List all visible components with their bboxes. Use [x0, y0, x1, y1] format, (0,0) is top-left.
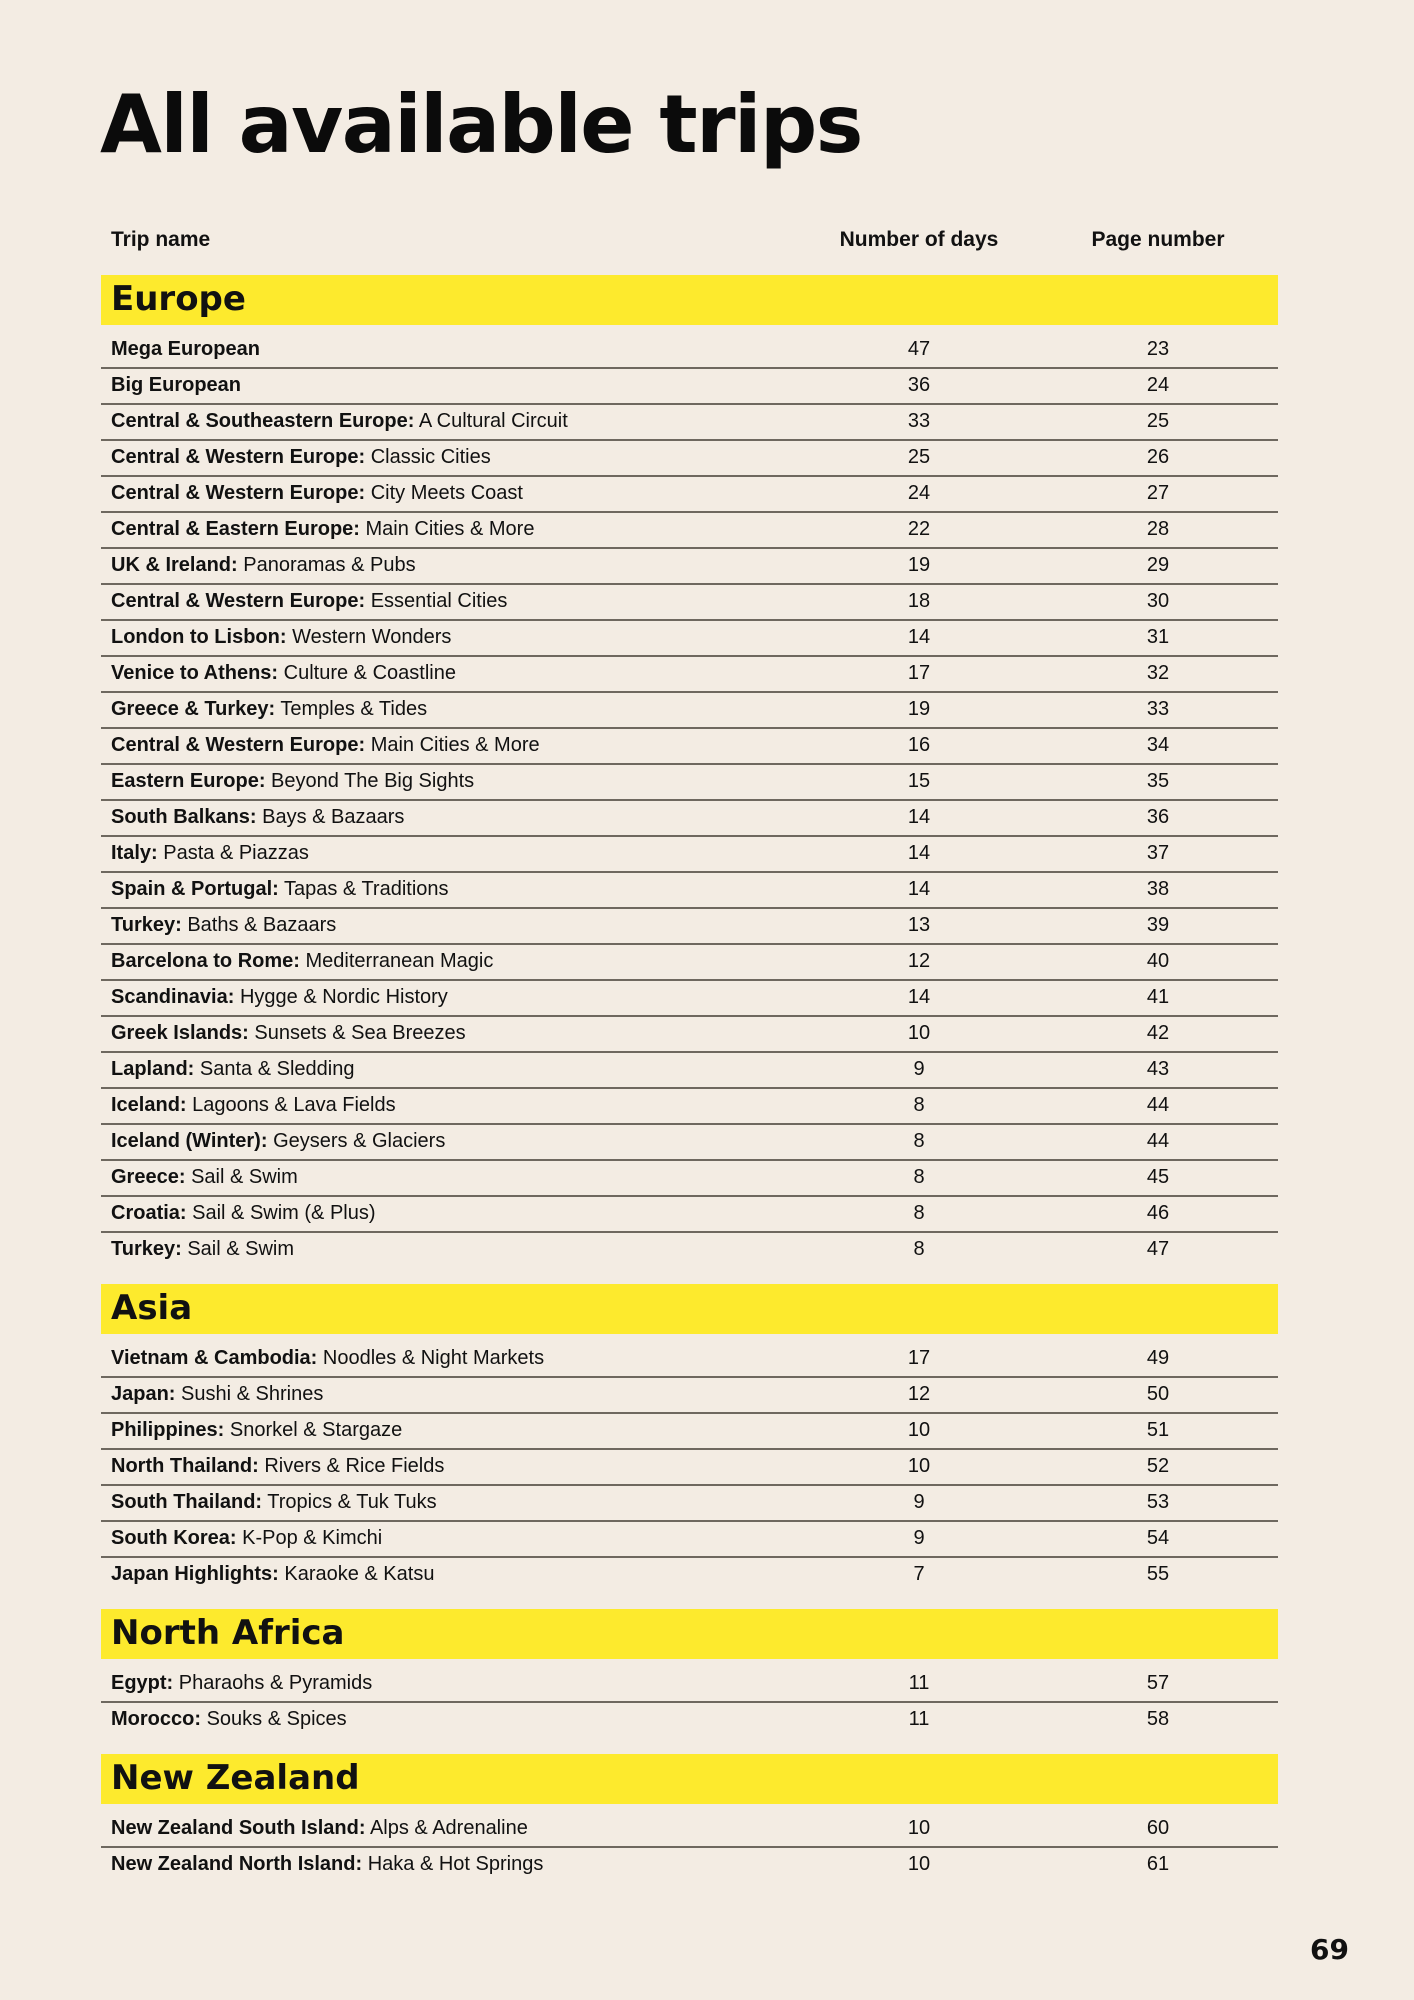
table-row: [101, 909, 1278, 945]
trip-region: Big European: [111, 374, 242, 396]
trip-subtitle: Geysers & Glaciers: [273, 1130, 446, 1152]
trip-days: 36: [907, 374, 931, 396]
trip-name: [111, 1166, 298, 1189]
trip-region: Spain & Portugal:: [111, 878, 279, 900]
trip-subtitle: Main Cities & More: [370, 734, 540, 756]
trip-subtitle: Tapas & Traditions: [284, 878, 449, 900]
trip-name: [111, 734, 540, 757]
trip-name: [111, 806, 404, 829]
table-row: [101, 729, 1278, 765]
table-row: [101, 1522, 1278, 1558]
trip-subtitle: Baths & Bazaars: [187, 914, 337, 936]
trip-days: 9: [913, 1058, 925, 1080]
table-row: [101, 585, 1278, 621]
trip-page: 49: [1146, 1347, 1170, 1369]
trip-name: [111, 410, 568, 433]
trip-subtitle: Western Wonders: [292, 626, 452, 648]
trip-days: 10: [907, 1817, 931, 1839]
trip-subtitle: Beyond The Big Sights: [271, 770, 475, 792]
trip-days: 8: [913, 1166, 925, 1188]
trip-region: Iceland:: [111, 1094, 187, 1116]
table-row: [101, 405, 1278, 441]
trip-name: [111, 1022, 466, 1045]
trip-page: 60: [1146, 1817, 1170, 1839]
trip-name: [111, 1419, 402, 1442]
trip-days: 10: [907, 1022, 931, 1044]
trips-table: [101, 222, 1278, 1884]
section-header-europe: [101, 275, 1278, 325]
trip-page: 58: [1146, 1708, 1170, 1730]
trip-region: Egypt:: [111, 1672, 174, 1694]
trip-page: 31: [1146, 626, 1170, 648]
trip-region: South Korea:: [111, 1527, 237, 1549]
trip-subtitle: Lagoons & Lava Fields: [192, 1094, 396, 1116]
table-row: [101, 1233, 1278, 1269]
trip-page: 30: [1146, 590, 1170, 612]
trip-days: 9: [913, 1491, 925, 1513]
table-row: [101, 1197, 1278, 1233]
sections-container: [101, 275, 1278, 1884]
table-row: [101, 441, 1278, 477]
trip-name: [111, 878, 449, 901]
table-row: [101, 1812, 1278, 1848]
trip-region: Central & Eastern Europe:: [111, 518, 360, 540]
trip-name: [111, 986, 448, 1009]
trip-name: [111, 554, 416, 577]
trip-subtitle: Panoramas & Pubs: [243, 554, 416, 576]
trip-name: [111, 662, 456, 685]
trip-page: 26: [1146, 446, 1170, 468]
trip-name: [111, 914, 336, 937]
trip-page: 52: [1146, 1455, 1170, 1477]
trip-page: 44: [1146, 1130, 1170, 1152]
trip-name: [111, 1202, 376, 1225]
trip-days: 22: [907, 518, 931, 540]
trip-region: Philippines:: [111, 1419, 225, 1441]
trip-days: 14: [907, 842, 931, 864]
trip-region: South Thailand:: [111, 1491, 263, 1513]
trip-subtitle: Main Cities & More: [365, 518, 535, 540]
trip-region: New Zealand North Island:: [111, 1853, 363, 1875]
trip-days: 13: [907, 914, 931, 936]
section-header-north-africa: [101, 1609, 1278, 1659]
trip-days: 47: [907, 338, 931, 360]
trip-region: Barcelona to Rome:: [111, 950, 300, 972]
trip-page: 23: [1146, 338, 1170, 360]
trip-page: 41: [1146, 986, 1170, 1008]
trip-days: 10: [907, 1853, 931, 1875]
trip-days: 25: [907, 446, 931, 468]
table-row: [101, 369, 1278, 405]
trip-page: 47: [1146, 1238, 1170, 1260]
trip-page: 53: [1146, 1491, 1170, 1513]
table-row: [101, 657, 1278, 693]
trip-days: 8: [913, 1202, 925, 1224]
table-row: [101, 1017, 1278, 1053]
column-header-trip-name: Trip name: [111, 228, 211, 251]
trip-region: Central & Western Europe:: [111, 590, 366, 612]
trip-region: Japan:: [111, 1383, 176, 1405]
trip-name: [111, 1238, 294, 1261]
trip-region: South Balkans:: [111, 806, 257, 828]
trip-subtitle: Santa & Sledding: [199, 1058, 355, 1080]
trip-days: 16: [907, 734, 931, 756]
trip-page: 51: [1146, 1419, 1170, 1441]
trip-name: [111, 1563, 434, 1586]
table-row: [101, 1414, 1278, 1450]
trip-page: 29: [1146, 554, 1170, 576]
trip-region: Lapland:: [111, 1058, 195, 1080]
table-row: [101, 837, 1278, 873]
trip-subtitle: Sail & Swim: [191, 1166, 298, 1188]
trip-page: 25: [1146, 410, 1170, 432]
trip-subtitle: Karaoke & Katsu: [284, 1563, 435, 1585]
table-row: [101, 1342, 1278, 1378]
trip-name: [111, 626, 451, 649]
trip-days: 17: [907, 662, 931, 684]
trip-page: 37: [1146, 842, 1170, 864]
trip-region: Mega European: [111, 338, 260, 360]
trip-page: 34: [1146, 734, 1170, 756]
trip-page: 35: [1146, 770, 1170, 792]
trip-page: 24: [1146, 374, 1170, 396]
trip-subtitle: Haka & Hot Springs: [367, 1853, 544, 1875]
trip-page: 40: [1146, 950, 1170, 972]
trip-subtitle: Pharaohs & Pyramids: [178, 1672, 373, 1694]
trip-days: 12: [907, 1383, 931, 1405]
table-row: [101, 945, 1278, 981]
trip-subtitle: K-Pop & Kimchi: [242, 1527, 383, 1549]
trip-subtitle: Sail & Swim (& Plus): [192, 1202, 376, 1224]
trip-name: [111, 518, 534, 541]
table-row: [101, 981, 1278, 1017]
trip-name: [111, 1527, 382, 1550]
trip-region: Iceland (Winter):: [111, 1130, 268, 1152]
trip-subtitle: Pasta & Piazzas: [163, 842, 309, 864]
trip-page: 46: [1146, 1202, 1170, 1224]
trip-page: 43: [1146, 1058, 1170, 1080]
trip-name: [111, 770, 474, 793]
table-row: [101, 1450, 1278, 1486]
trip-name: [111, 338, 260, 361]
trip-region: Central & Southeastern Europe:: [111, 410, 415, 432]
trip-name: [111, 1672, 372, 1695]
trip-days: 8: [913, 1130, 925, 1152]
table-row: [101, 801, 1278, 837]
trip-days: 7: [913, 1563, 925, 1585]
trip-name: [111, 1058, 354, 1081]
table-row: [101, 549, 1278, 585]
trip-days: 12: [907, 950, 931, 972]
table-row: [101, 1053, 1278, 1089]
trip-region: London to Lisbon:: [111, 626, 287, 648]
trip-page: 27: [1146, 482, 1170, 504]
trip-subtitle: Noodles & Night Markets: [322, 1347, 545, 1369]
trip-name: [111, 1817, 528, 1840]
column-headers: [101, 222, 1278, 260]
trip-page: 39: [1146, 914, 1170, 936]
trip-region: Turkey:: [111, 1238, 182, 1260]
trip-region: Turkey:: [111, 914, 182, 936]
column-header-page: Page number: [1091, 228, 1225, 251]
trip-subtitle: A Cultural Circuit: [418, 410, 568, 432]
trip-region: Vietnam & Cambodia:: [111, 1347, 318, 1369]
trip-page: 57: [1146, 1672, 1170, 1694]
trip-region: Scandinavia:: [111, 986, 235, 1008]
trip-region: Central & Western Europe:: [111, 482, 366, 504]
table-row: [101, 621, 1278, 657]
trip-region: Central & Western Europe:: [111, 446, 366, 468]
trip-name: [111, 1383, 323, 1406]
trip-days: 14: [907, 878, 931, 900]
trip-region: Central & Western Europe:: [111, 734, 366, 756]
trip-region: Greek Islands:: [111, 1022, 249, 1044]
trip-subtitle: Sail & Swim: [187, 1238, 295, 1260]
trip-page: 42: [1146, 1022, 1170, 1044]
trip-days: 17: [907, 1347, 931, 1369]
trip-name: [111, 482, 523, 505]
trip-name: [111, 950, 493, 973]
trip-name: [111, 1708, 347, 1731]
trip-region: Morocco:: [111, 1708, 201, 1730]
trip-page: 55: [1146, 1563, 1170, 1585]
trip-subtitle: Classic Cities: [370, 446, 491, 468]
trip-name: [111, 1491, 437, 1514]
table-row: [101, 1667, 1278, 1703]
trip-subtitle: Bays & Bazaars: [262, 806, 405, 828]
trip-region: North Thailand:: [111, 1455, 259, 1477]
table-row: [101, 477, 1278, 513]
trip-page: 61: [1146, 1853, 1170, 1875]
trip-name: [111, 698, 427, 721]
trip-name: [111, 1094, 396, 1117]
section-header-new-zealand: [101, 1754, 1278, 1804]
table-row: [101, 873, 1278, 909]
section-title: New Zealand: [111, 1758, 360, 1798]
table-row: [101, 1161, 1278, 1197]
trip-page: 54: [1146, 1527, 1170, 1549]
trip-subtitle: Temples & Tides: [280, 698, 428, 720]
trip-region: New Zealand South Island:: [111, 1817, 366, 1839]
table-row: [101, 333, 1278, 369]
trip-subtitle: Sushi & Shrines: [181, 1383, 324, 1405]
table-row: [101, 1486, 1278, 1522]
trip-subtitle: Mediterranean Magic: [305, 950, 494, 972]
trip-days: 15: [907, 770, 931, 792]
trip-subtitle: Sunsets & Sea Breezes: [254, 1022, 466, 1044]
trip-region: Eastern Europe:: [111, 770, 266, 792]
trip-subtitle: Snorkel & Stargaze: [229, 1419, 403, 1441]
trip-subtitle: Hygge & Nordic History: [239, 986, 448, 1008]
trip-region: Japan Highlights:: [111, 1563, 279, 1585]
table-row: [101, 765, 1278, 801]
trip-days: 14: [907, 626, 931, 648]
trip-subtitle: Culture & Coastline: [283, 662, 456, 684]
trip-days: 19: [907, 554, 931, 576]
page-number: 69: [1310, 1933, 1349, 1966]
table-row: [101, 1378, 1278, 1414]
trip-page: 32: [1146, 662, 1170, 684]
trip-name: [111, 374, 241, 397]
trip-page: 38: [1146, 878, 1170, 900]
trip-days: 10: [907, 1455, 931, 1477]
table-row: [101, 1125, 1278, 1161]
trip-days: 11: [908, 1672, 930, 1694]
trip-page: 44: [1146, 1094, 1170, 1116]
trip-region: Venice to Athens:: [111, 662, 279, 684]
trip-region: Greece:: [111, 1166, 186, 1188]
trip-page: 33: [1146, 698, 1170, 720]
trip-name: [111, 1455, 444, 1478]
trip-days: 24: [907, 482, 931, 504]
trip-subtitle: Tropics & Tuk Tuks: [267, 1491, 437, 1513]
trip-name: [111, 590, 507, 613]
section-title: Asia: [111, 1288, 193, 1328]
section-header-asia: [101, 1284, 1278, 1334]
trip-name: [111, 1130, 445, 1153]
trip-days: 9: [913, 1527, 925, 1549]
trip-days: 8: [913, 1238, 925, 1260]
trip-region: Croatia:: [111, 1202, 187, 1224]
trip-days: 14: [907, 986, 931, 1008]
trip-region: Italy:: [111, 842, 158, 864]
page-title: All available trips: [100, 78, 862, 171]
section-title: Europe: [111, 279, 246, 319]
table-row: [101, 513, 1278, 549]
trip-name: [111, 842, 309, 865]
trip-subtitle: Essential Cities: [370, 590, 508, 612]
trip-subtitle: City Meets Coast: [370, 482, 523, 504]
section-title: North Africa: [111, 1613, 345, 1653]
trip-days: 11: [908, 1708, 930, 1730]
trip-name: [111, 446, 491, 469]
trip-days: 8: [913, 1094, 925, 1116]
trip-days: 10: [907, 1419, 931, 1441]
trip-page: 36: [1146, 806, 1170, 828]
column-header-days: Number of days: [839, 228, 999, 251]
trip-subtitle: Rivers & Rice Fields: [264, 1455, 445, 1477]
trip-page: 28: [1146, 518, 1170, 540]
trip-page: 45: [1146, 1166, 1170, 1188]
table-row: [101, 1848, 1278, 1884]
trip-name: [111, 1347, 544, 1370]
trip-days: 18: [907, 590, 931, 612]
trip-days: 19: [907, 698, 931, 720]
trip-subtitle: Alps & Adrenaline: [369, 1817, 528, 1839]
table-row: [101, 1558, 1278, 1594]
table-row: [101, 693, 1278, 729]
trip-days: 33: [907, 410, 931, 432]
table-row: [101, 1703, 1278, 1739]
trip-page: 50: [1146, 1383, 1170, 1405]
trip-region: Greece & Turkey:: [111, 698, 276, 720]
trip-days: 14: [907, 806, 931, 828]
trip-region: UK & Ireland:: [111, 554, 238, 576]
trip-subtitle: Souks & Spices: [206, 1708, 347, 1730]
trip-name: [111, 1853, 543, 1876]
table-row: [101, 1089, 1278, 1125]
